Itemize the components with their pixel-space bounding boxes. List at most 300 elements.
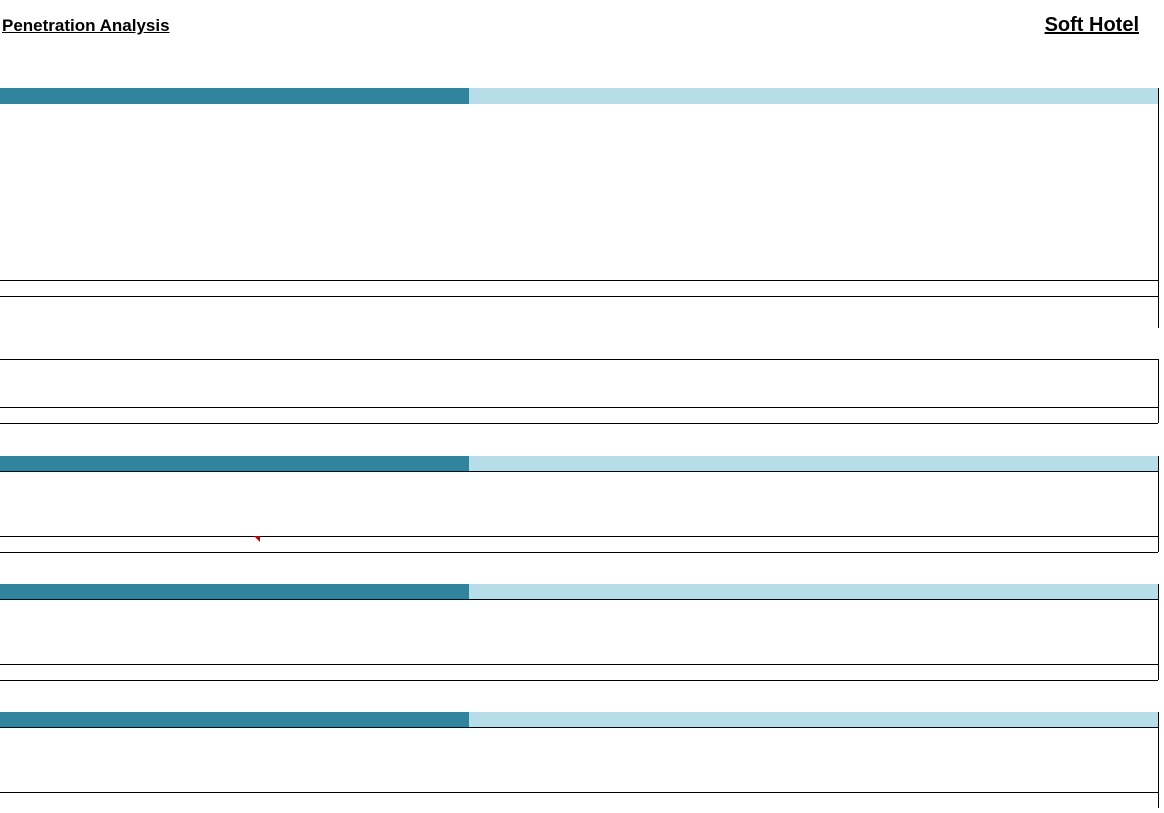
value-cell[interactable] xyxy=(1092,616,1156,632)
value-cell[interactable] xyxy=(489,728,553,744)
value-cell[interactable] xyxy=(556,312,620,328)
value-cell[interactable] xyxy=(405,472,469,488)
value-cell[interactable] xyxy=(556,632,620,648)
value-cell[interactable] xyxy=(556,616,620,632)
value-cell[interactable] xyxy=(958,472,1022,488)
value-cell[interactable] xyxy=(489,392,553,408)
value-cell[interactable] xyxy=(623,392,687,408)
value-cell[interactable] xyxy=(623,136,687,152)
value-cell[interactable] xyxy=(891,536,955,552)
value-cell[interactable] xyxy=(891,760,955,776)
value-cell[interactable] xyxy=(1092,120,1156,136)
value-cell[interactable] xyxy=(891,472,955,488)
value-cell[interactable] xyxy=(690,152,754,168)
value-cell[interactable] xyxy=(958,600,1022,616)
value-cell[interactable] xyxy=(623,168,687,184)
value-cell[interactable] xyxy=(891,648,955,664)
value-cell[interactable] xyxy=(556,104,620,120)
value-cell[interactable] xyxy=(556,152,620,168)
value-cell[interactable] xyxy=(1025,536,1089,552)
value-cell[interactable] xyxy=(1025,280,1089,296)
value-cell[interactable] xyxy=(489,184,553,200)
value-cell[interactable] xyxy=(271,312,335,328)
value-cell[interactable] xyxy=(489,536,553,552)
value-cell[interactable] xyxy=(757,744,821,760)
value-cell[interactable] xyxy=(623,776,687,792)
value-cell[interactable] xyxy=(623,632,687,648)
value-cell[interactable] xyxy=(623,504,687,520)
value-cell[interactable] xyxy=(690,648,754,664)
value-cell[interactable] xyxy=(891,488,955,504)
value-cell[interactable] xyxy=(757,648,821,664)
value-cell[interactable] xyxy=(1025,168,1089,184)
value-cell[interactable] xyxy=(405,616,469,632)
value-cell[interactable] xyxy=(1092,152,1156,168)
value-cell[interactable] xyxy=(690,472,754,488)
value-cell[interactable] xyxy=(489,504,553,520)
value-cell[interactable] xyxy=(690,168,754,184)
value-cell[interactable] xyxy=(757,536,821,552)
value-cell[interactable] xyxy=(1025,104,1089,120)
value-cell[interactable] xyxy=(271,472,335,488)
value-cell[interactable] xyxy=(623,152,687,168)
value-cell[interactable] xyxy=(891,296,955,312)
value-cell[interactable] xyxy=(757,312,821,328)
value-cell[interactable] xyxy=(757,296,821,312)
value-cell[interactable] xyxy=(271,120,335,136)
value-cell[interactable] xyxy=(690,408,754,424)
value-cell[interactable] xyxy=(1092,632,1156,648)
value-cell[interactable] xyxy=(489,296,553,312)
value-cell[interactable] xyxy=(271,280,335,296)
value-cell[interactable] xyxy=(824,136,888,152)
value-cell[interactable] xyxy=(405,312,469,328)
value-cell[interactable] xyxy=(556,280,620,296)
value-cell[interactable] xyxy=(757,488,821,504)
value-cell[interactable] xyxy=(958,504,1022,520)
value-cell[interactable] xyxy=(271,536,335,552)
value-cell[interactable] xyxy=(1025,504,1089,520)
value-cell[interactable] xyxy=(489,632,553,648)
value-cell[interactable] xyxy=(757,136,821,152)
value-cell[interactable] xyxy=(690,184,754,200)
value-cell[interactable] xyxy=(1092,600,1156,616)
value-cell[interactable] xyxy=(757,168,821,184)
value-cell[interactable] xyxy=(405,184,469,200)
value-cell[interactable] xyxy=(891,792,955,808)
value-cell[interactable] xyxy=(824,616,888,632)
value-cell[interactable] xyxy=(958,744,1022,760)
value-cell[interactable] xyxy=(405,296,469,312)
value-cell[interactable] xyxy=(556,392,620,408)
value-cell[interactable] xyxy=(338,168,402,184)
value-cell[interactable] xyxy=(338,136,402,152)
value-cell[interactable] xyxy=(556,648,620,664)
value-cell[interactable] xyxy=(690,280,754,296)
value-cell[interactable] xyxy=(757,504,821,520)
value-cell[interactable] xyxy=(824,520,888,536)
value-cell[interactable] xyxy=(891,728,955,744)
value-cell[interactable] xyxy=(271,296,335,312)
value-cell[interactable] xyxy=(824,472,888,488)
value-cell[interactable] xyxy=(690,536,754,552)
value-cell[interactable] xyxy=(958,408,1022,424)
value-cell[interactable] xyxy=(623,744,687,760)
value-cell[interactable] xyxy=(556,168,620,184)
value-cell[interactable] xyxy=(1092,488,1156,504)
value-cell[interactable] xyxy=(690,600,754,616)
value-cell[interactable] xyxy=(556,664,620,680)
value-cell[interactable] xyxy=(405,632,469,648)
value-cell[interactable] xyxy=(1092,728,1156,744)
value-cell[interactable] xyxy=(757,152,821,168)
value-cell[interactable] xyxy=(489,408,553,424)
value-cell[interactable] xyxy=(757,184,821,200)
value-cell[interactable] xyxy=(1092,776,1156,792)
value-cell[interactable] xyxy=(824,776,888,792)
value-cell[interactable] xyxy=(489,520,553,536)
value-cell[interactable] xyxy=(1092,312,1156,328)
value-cell[interactable] xyxy=(958,536,1022,552)
value-cell[interactable] xyxy=(489,488,553,504)
value-cell[interactable] xyxy=(405,488,469,504)
value-cell[interactable] xyxy=(824,648,888,664)
value-cell[interactable] xyxy=(1025,136,1089,152)
value-cell[interactable] xyxy=(1092,168,1156,184)
value-cell[interactable] xyxy=(338,536,402,552)
value-cell[interactable] xyxy=(690,520,754,536)
value-cell[interactable] xyxy=(690,744,754,760)
value-cell[interactable] xyxy=(405,280,469,296)
value-cell[interactable] xyxy=(338,616,402,632)
value-cell[interactable] xyxy=(891,184,955,200)
value-cell[interactable] xyxy=(1025,152,1089,168)
value-cell[interactable] xyxy=(891,120,955,136)
value-cell[interactable] xyxy=(556,744,620,760)
value-cell[interactable] xyxy=(489,136,553,152)
value-cell[interactable] xyxy=(1025,184,1089,200)
value-cell[interactable] xyxy=(556,536,620,552)
value-cell[interactable] xyxy=(958,296,1022,312)
value-cell[interactable] xyxy=(891,664,955,680)
value-cell[interactable] xyxy=(824,664,888,680)
value-cell[interactable] xyxy=(405,120,469,136)
value-cell[interactable] xyxy=(489,600,553,616)
value-cell[interactable] xyxy=(690,632,754,648)
value-cell[interactable] xyxy=(824,504,888,520)
value-cell[interactable] xyxy=(1092,296,1156,312)
value-cell[interactable] xyxy=(958,664,1022,680)
value-cell[interactable] xyxy=(824,152,888,168)
value-cell[interactable] xyxy=(405,664,469,680)
value-cell[interactable] xyxy=(958,520,1022,536)
value-cell[interactable] xyxy=(556,136,620,152)
value-cell[interactable] xyxy=(891,152,955,168)
value-cell[interactable] xyxy=(891,616,955,632)
value-cell[interactable] xyxy=(891,632,955,648)
value-cell[interactable] xyxy=(405,600,469,616)
value-cell[interactable] xyxy=(690,120,754,136)
value-cell[interactable] xyxy=(1092,648,1156,664)
value-cell[interactable] xyxy=(891,520,955,536)
value-cell[interactable] xyxy=(489,616,553,632)
value-cell[interactable] xyxy=(891,600,955,616)
value-cell[interactable] xyxy=(891,776,955,792)
value-cell[interactable] xyxy=(271,600,335,616)
value-cell[interactable] xyxy=(824,168,888,184)
value-cell[interactable] xyxy=(891,744,955,760)
value-cell[interactable] xyxy=(690,296,754,312)
value-cell[interactable] xyxy=(623,792,687,808)
value-cell[interactable] xyxy=(338,488,402,504)
value-cell[interactable] xyxy=(1092,792,1156,808)
value-cell[interactable] xyxy=(1092,664,1156,680)
value-cell[interactable] xyxy=(338,744,402,760)
value-cell[interactable] xyxy=(891,504,955,520)
value-cell[interactable] xyxy=(824,792,888,808)
value-cell[interactable] xyxy=(1025,664,1089,680)
value-cell[interactable] xyxy=(338,296,402,312)
value-cell[interactable] xyxy=(271,152,335,168)
value-cell[interactable] xyxy=(824,632,888,648)
value-cell[interactable] xyxy=(489,104,553,120)
value-cell[interactable] xyxy=(489,472,553,488)
value-cell[interactable] xyxy=(556,760,620,776)
value-cell[interactable] xyxy=(958,280,1022,296)
value-cell[interactable] xyxy=(556,488,620,504)
value-cell[interactable] xyxy=(271,664,335,680)
value-cell[interactable] xyxy=(1025,488,1089,504)
value-cell[interactable] xyxy=(1092,392,1156,408)
value-cell[interactable] xyxy=(338,728,402,744)
value-cell[interactable] xyxy=(338,280,402,296)
value-cell[interactable] xyxy=(1025,792,1089,808)
value-cell[interactable] xyxy=(824,408,888,424)
value-cell[interactable] xyxy=(958,184,1022,200)
value-cell[interactable] xyxy=(338,312,402,328)
value-cell[interactable] xyxy=(958,136,1022,152)
value-cell[interactable] xyxy=(623,536,687,552)
value-cell[interactable] xyxy=(757,408,821,424)
value-cell[interactable] xyxy=(556,120,620,136)
value-cell[interactable] xyxy=(824,120,888,136)
value-cell[interactable] xyxy=(338,152,402,168)
value-cell[interactable] xyxy=(757,792,821,808)
value-cell[interactable] xyxy=(623,648,687,664)
value-cell[interactable] xyxy=(271,632,335,648)
value-cell[interactable] xyxy=(1025,600,1089,616)
value-cell[interactable] xyxy=(405,104,469,120)
value-cell[interactable] xyxy=(623,760,687,776)
value-cell[interactable] xyxy=(338,600,402,616)
value-cell[interactable] xyxy=(824,280,888,296)
value-cell[interactable] xyxy=(824,728,888,744)
value-cell[interactable] xyxy=(891,136,955,152)
value-cell[interactable] xyxy=(1092,520,1156,536)
value-cell[interactable] xyxy=(690,792,754,808)
value-cell[interactable] xyxy=(958,728,1022,744)
value-cell[interactable] xyxy=(958,168,1022,184)
value-cell[interactable] xyxy=(1025,632,1089,648)
value-cell[interactable] xyxy=(405,536,469,552)
value-cell[interactable] xyxy=(489,280,553,296)
value-cell[interactable] xyxy=(690,616,754,632)
value-cell[interactable] xyxy=(958,392,1022,408)
value-cell[interactable] xyxy=(958,312,1022,328)
value-cell[interactable] xyxy=(757,520,821,536)
value-cell[interactable] xyxy=(1025,120,1089,136)
value-cell[interactable] xyxy=(1092,504,1156,520)
value-cell[interactable] xyxy=(757,120,821,136)
value-cell[interactable] xyxy=(623,472,687,488)
value-cell[interactable] xyxy=(757,760,821,776)
value-cell[interactable] xyxy=(556,520,620,536)
value-cell[interactable] xyxy=(489,312,553,328)
value-cell[interactable] xyxy=(958,760,1022,776)
value-cell[interactable] xyxy=(1025,648,1089,664)
value-cell[interactable] xyxy=(271,168,335,184)
value-cell[interactable] xyxy=(824,536,888,552)
value-cell[interactable] xyxy=(623,104,687,120)
value-cell[interactable] xyxy=(1025,472,1089,488)
value-cell[interactable] xyxy=(623,520,687,536)
value-cell[interactable] xyxy=(1025,520,1089,536)
value-cell[interactable] xyxy=(757,632,821,648)
value-cell[interactable] xyxy=(757,664,821,680)
value-cell[interactable] xyxy=(690,104,754,120)
value-cell[interactable] xyxy=(1025,392,1089,408)
value-cell[interactable] xyxy=(623,296,687,312)
value-cell[interactable] xyxy=(958,632,1022,648)
value-cell[interactable] xyxy=(338,120,402,136)
value-cell[interactable] xyxy=(891,312,955,328)
value-cell[interactable] xyxy=(556,504,620,520)
value-cell[interactable] xyxy=(556,728,620,744)
value-cell[interactable] xyxy=(690,664,754,680)
value-cell[interactable] xyxy=(405,728,469,744)
value-cell[interactable] xyxy=(271,104,335,120)
value-cell[interactable] xyxy=(824,600,888,616)
value-cell[interactable] xyxy=(623,120,687,136)
value-cell[interactable] xyxy=(757,392,821,408)
value-cell[interactable] xyxy=(623,280,687,296)
value-cell[interactable] xyxy=(405,744,469,760)
value-cell[interactable] xyxy=(489,744,553,760)
value-cell[interactable] xyxy=(623,312,687,328)
value-cell[interactable] xyxy=(891,168,955,184)
value-cell[interactable] xyxy=(824,184,888,200)
value-cell[interactable] xyxy=(757,104,821,120)
value-cell[interactable] xyxy=(489,152,553,168)
value-cell[interactable] xyxy=(271,184,335,200)
value-cell[interactable] xyxy=(757,472,821,488)
value-cell[interactable] xyxy=(556,600,620,616)
value-cell[interactable] xyxy=(757,776,821,792)
value-cell[interactable] xyxy=(824,312,888,328)
value-cell[interactable] xyxy=(757,600,821,616)
value-cell[interactable] xyxy=(1025,744,1089,760)
value-cell[interactable] xyxy=(338,632,402,648)
value-cell[interactable] xyxy=(623,600,687,616)
value-cell[interactable] xyxy=(824,488,888,504)
value-cell[interactable] xyxy=(556,792,620,808)
value-cell[interactable] xyxy=(1025,728,1089,744)
value-cell[interactable] xyxy=(958,488,1022,504)
value-cell[interactable] xyxy=(1092,744,1156,760)
value-cell[interactable] xyxy=(958,104,1022,120)
value-cell[interactable] xyxy=(1092,760,1156,776)
value-cell[interactable] xyxy=(757,728,821,744)
value-cell[interactable] xyxy=(489,760,553,776)
value-cell[interactable] xyxy=(891,392,955,408)
value-cell[interactable] xyxy=(1092,472,1156,488)
value-cell[interactable] xyxy=(958,120,1022,136)
value-cell[interactable] xyxy=(1092,408,1156,424)
value-cell[interactable] xyxy=(958,792,1022,808)
value-cell[interactable] xyxy=(958,616,1022,632)
value-cell[interactable] xyxy=(824,744,888,760)
value-cell[interactable] xyxy=(690,728,754,744)
value-cell[interactable] xyxy=(338,472,402,488)
value-cell[interactable] xyxy=(1025,312,1089,328)
value-cell[interactable] xyxy=(405,136,469,152)
value-cell[interactable] xyxy=(489,664,553,680)
value-cell[interactable] xyxy=(690,504,754,520)
value-cell[interactable] xyxy=(690,136,754,152)
value-cell[interactable] xyxy=(623,488,687,504)
value-cell[interactable] xyxy=(690,392,754,408)
value-cell[interactable] xyxy=(958,648,1022,664)
value-cell[interactable] xyxy=(1092,136,1156,152)
value-cell[interactable] xyxy=(489,120,553,136)
value-cell[interactable] xyxy=(1025,408,1089,424)
value-cell[interactable] xyxy=(489,792,553,808)
value-cell[interactable] xyxy=(1092,184,1156,200)
value-cell[interactable] xyxy=(623,408,687,424)
value-cell[interactable] xyxy=(757,616,821,632)
value-cell[interactable] xyxy=(405,152,469,168)
value-cell[interactable] xyxy=(489,168,553,184)
value-cell[interactable] xyxy=(1092,280,1156,296)
value-cell[interactable] xyxy=(690,488,754,504)
value-cell[interactable] xyxy=(271,728,335,744)
value-cell[interactable] xyxy=(623,664,687,680)
value-cell[interactable] xyxy=(1025,616,1089,632)
value-cell[interactable] xyxy=(891,408,955,424)
value-cell[interactable] xyxy=(556,408,620,424)
value-cell[interactable] xyxy=(824,296,888,312)
value-cell[interactable] xyxy=(623,616,687,632)
value-cell[interactable] xyxy=(1025,776,1089,792)
value-cell[interactable] xyxy=(338,104,402,120)
value-cell[interactable] xyxy=(623,184,687,200)
value-cell[interactable] xyxy=(891,280,955,296)
value-cell[interactable] xyxy=(1092,536,1156,552)
value-cell[interactable] xyxy=(891,104,955,120)
value-cell[interactable] xyxy=(958,152,1022,168)
value-cell[interactable] xyxy=(556,472,620,488)
value-cell[interactable] xyxy=(824,104,888,120)
value-cell[interactable] xyxy=(757,280,821,296)
value-cell[interactable] xyxy=(556,184,620,200)
value-cell[interactable] xyxy=(271,488,335,504)
value-cell[interactable] xyxy=(958,776,1022,792)
value-cell[interactable] xyxy=(1092,104,1156,120)
value-cell[interactable] xyxy=(338,664,402,680)
value-cell[interactable] xyxy=(338,184,402,200)
value-cell[interactable] xyxy=(1025,760,1089,776)
value-cell[interactable] xyxy=(690,760,754,776)
